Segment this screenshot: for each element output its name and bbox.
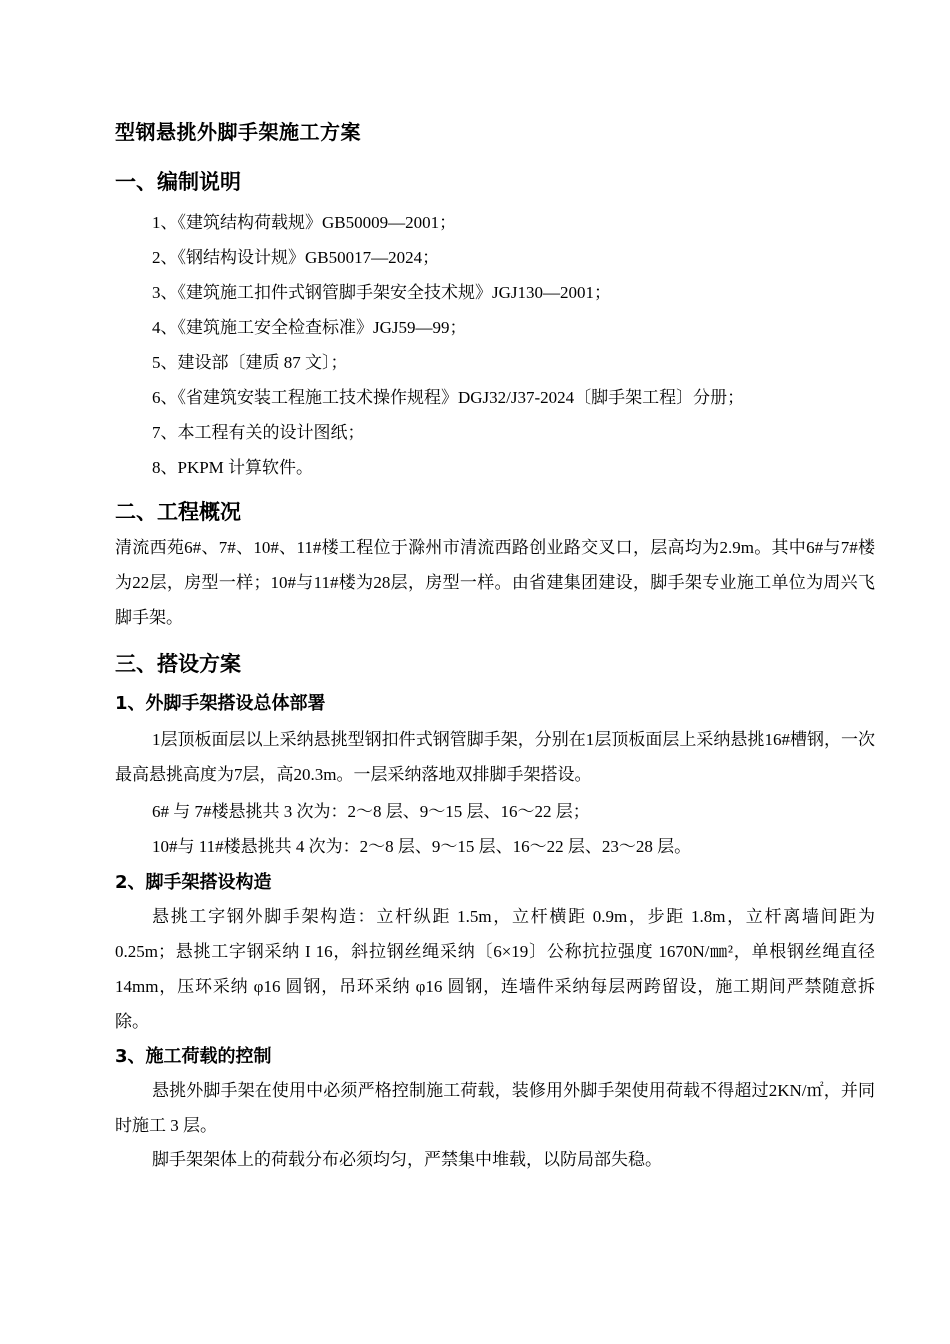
- reference-item: 5、建设部〔建质 87 文〕；: [152, 353, 348, 372]
- construction-paragraph: 悬挑工字钢外脚手架构造：立杆纵距 1.5m，立杆横距 0.9m，步距 1.8m，立杆离墙间距为 0.25m；悬挑工字钢采纳 I 16，斜拉钢丝绳采纳〔6×19〕公称抗拉强度 1670N/㎜²，单根钢丝绳直径 14mm，压环采纳 φ16 圆钢，吊环采纳 φ16 圆钢，连墙件采纳每层两跨留设，施工期间严禁随意拆除。: [115, 907, 875, 1031]
- section-heading-2: 二、工程概况: [115, 500, 241, 524]
- load-distribution-line: 脚手架架体上的荷载分布必须均匀，严禁集中堆载，以防局部失稳。: [152, 1150, 662, 1169]
- reference-item: 2、《钢结构设计规》GB50017—2024；: [152, 248, 440, 267]
- subsection-heading-1: 1、外脚手架搭设总体部署: [115, 693, 326, 714]
- document-title: 型钢悬挑外脚手架施工方案: [115, 120, 361, 144]
- reference-item: 3、《建筑施工扣件式钢管脚手架安全技术规》JGJ130—2001；: [152, 283, 612, 302]
- section-heading-3: 三、搭设方案: [115, 652, 241, 676]
- reference-item: 6、《省建筑安装工程施工技术操作规程》DGJ32/J37-2024〔脚手架工程〕分册；: [152, 388, 745, 407]
- cantilever-schedule-line: 10#与 11#楼悬挑共 4 次为：2～8 层、9～15 层、16～22 层、23～28 层。: [152, 837, 692, 856]
- deployment-paragraph: 1层顶板面层以上采纳悬挑型钢扣件式钢管脚手架，分别在1层顶板面层上采纳悬挑16#槽钢，一次最高悬挑高度为7层，高20.3m。一层采纳落地双排脚手架搭设。: [115, 730, 875, 784]
- reference-item: 4、《建筑施工安全检查标准》JGJ59—99；: [152, 318, 467, 337]
- reference-item: 1、《建筑结构荷载规》GB50009—2001；: [152, 213, 457, 232]
- subsection-heading-3: 3、施工荷载的控制: [115, 1046, 272, 1067]
- section-heading-1: 一、编制说明: [115, 170, 241, 194]
- load-control-paragraph: 悬挑外脚手架在使用中必须严格控制施工荷载，装修用外脚手架使用荷载不得超过2KN/㎡，并同时施工 3 层。: [115, 1081, 875, 1135]
- subsection-heading-2: 2、脚手架搭设构造: [115, 872, 272, 893]
- reference-item: 7、本工程有关的设计图纸；: [152, 423, 365, 442]
- cantilever-schedule-line: 6# 与 7#楼悬挑共 3 次为：2～8 层、9～15 层、16～22 层；: [152, 802, 590, 821]
- project-overview-paragraph: 清流西苑6#、7#、10#、11#楼工程位于滁州市清流西路创业路交叉口，层高均为2.9m。其中6#与7#楼为22层，房型一样；10#与11#楼为28层，房型一样。由省建集团建设，脚手架专业施工单位为周兴飞脚手架。: [115, 538, 875, 627]
- reference-item: 8、PKPM 计算软件。: [152, 458, 314, 477]
